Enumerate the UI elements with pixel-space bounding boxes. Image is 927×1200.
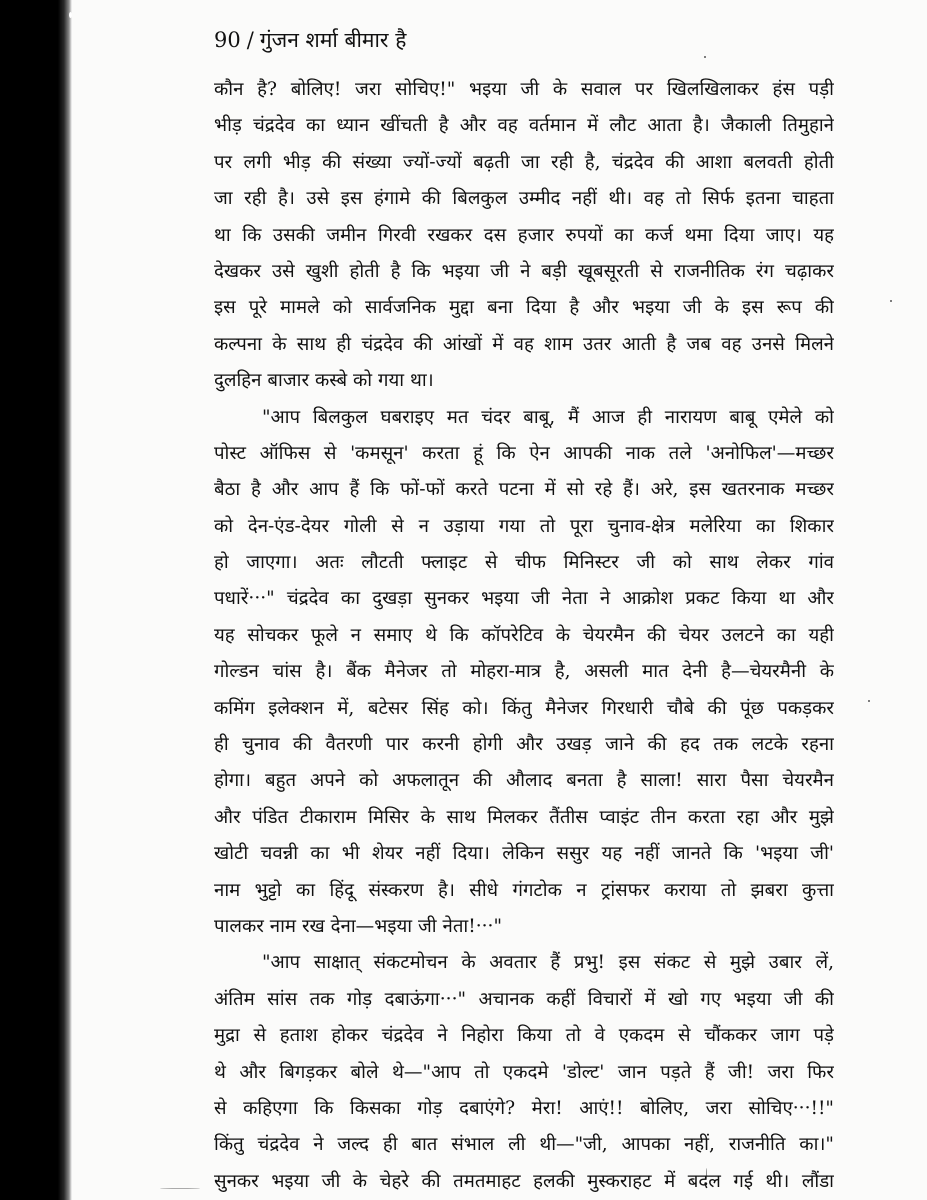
text-line: नाम भुट्टो का हिंदू संस्करण है। सीधे गंगटोक न ट्रांसफर कराया तो झबरा कुत्ता [214,879,834,901]
text-line: अंतिम सांस तक गोड़ दबाऊंगा···" अचानक कहीं विचारों में खो गए भइया जी की [214,988,834,1010]
text-line: थे और बिगड़कर बोले थे—"आप तो एकदमे 'डोल्ट' जान पड़ते हैं जी! जरा फिर [214,1061,834,1083]
book-title: गुंजन शर्मा बीमार है [259,28,407,52]
scan-speck [868,700,870,702]
text-line: पर लगी भीड़ की संख्या ज्यों-ज्यों बढ़ती जा रही है, चंद्रदेव की आशा बलवती होती [214,151,834,173]
text-line: को देन-एंड-देयर गोली से न उड़ाया गया तो पूरा चुनाव-क्षेत्र मलेरिया का शिकार [214,515,834,537]
text-line: मुद्रा से हताश होकर चंद्रदेव ने निहोरा किया तो वे एकदम से चौंककर जाग पड़े [214,1025,834,1047]
scan-speck [704,56,706,58]
text-line: पालकर नाम रख देना—भइया जी नेता!···" [214,915,502,937]
binding-shadow [0,0,72,1200]
text-line: "आप बिलकुल घबराइए मत चंदर बाबू, मैं आज ही नारायण बाबू एमेले को [262,406,834,428]
text-line: सुनकर भइया जी के चेहरे की तमतमाहट हलकी मुस्कराहट में बदल गई थी। लौंडा [214,1170,834,1192]
text-line: कमिंग इलेक्शन में, बटेसर सिंह को। किंतु मैनेजर गिरधारी चौबे की पूंछ पकड़कर [214,697,834,719]
text-line: इस पूरे मामले को सार्वजनिक मुद्दा बना दिया है और भइया जी के इस रूप की [214,297,834,319]
text-line: दुलहिन बाजार कस्बे को गया था। [214,370,434,392]
text-line: भीड़ चंद्रदेव का ध्यान खींचती है और वह वर्तमान में लौट आता है। जैकाली तिमुहाने [214,115,834,137]
page-number: 90 [214,28,241,52]
text-line: "आप साक्षात् संकटमोचन के अवतार हैं प्रभु! इस संकट से मुझे उबार लें, [262,952,834,974]
text-line: कौन है? बोलिए! जरा सोचिए!" भइया जी के सवाल पर खिलखिलाकर हंस पड़ी [214,79,834,100]
scan-speck [160,1188,200,1189]
text-line: बैठा है और आप हैं कि फों-फों करते पटना में सो रहे हैं। अरे, इस खतरनाक मच्छर [214,479,834,501]
text-line: पधारें···" चंद्रदेव का दुखड़ा सुनकर भइया जी नेता ने आक्रोश प्रकट किया था और [214,588,834,610]
text-line: से कहिएगा कि किसका गोड़ दबाएंगे? मेरा! आएं!! बोलिए, जरा सोचिए···!!" [214,1097,834,1119]
text-line: और पंडित टीकाराम मिसिर के साथ मिलकर तैंतीस प्वाइंट तीन करता रहा और मुझे [214,806,834,828]
text-line: होगा। बहुत अपने को अफलातून की औलाद बनता है साला! सारा पैसा चेयरमैन [214,770,834,792]
text-line: खोटी चवन्नी का भी शेयर नहीं दिया। लेकिन ससुर यह नहीं जानते कि 'भइया जी' [214,843,834,865]
text-line: ही चुनाव की वैतरणी पार करनी होगी और उखड़ जाने की हद तक लटके रहना [214,734,834,756]
text-line: देखकर उसे खुशी होती है कि भइया जी ने बड़ी खूबसूरती से राजनीतिक रंग चढ़ाकर [214,260,834,282]
body-text [214,72,834,1200]
scan-speck [69,12,72,18]
header-separator: / [246,28,254,52]
text-line: कल्पना के साथ ही चंद्रदेव की आंखों में वह शाम उतर आती है जब वह उनसे मिलने [214,333,834,355]
text-line: यह सोचकर फूले न समाए थे कि कॉपरेटिव के चेयरमैन की चेयर उलटने का यही [214,624,834,646]
text-line: हो जाएगा। अतः लौटती फ्लाइट से चीफ मिनिस्टर जी को साथ लेकर गांव [214,552,834,574]
text-line: जा रही है। उसे इस हंगामे की बिलकुल उम्मीद नहीं थी। वह तो सिर्फ इतना चाहता [214,188,834,210]
text-line: था कि उसकी जमीन गिरवी रखकर दस हजार रुपयों का कर्ज थमा दिया जाए। यह [214,224,834,246]
text-line: किंतु चंद्रदेव ने जल्द ही बात संभाल ली थी—"जी, आपका नहीं, राजनीति का।" [214,1134,834,1156]
running-head [214,26,406,54]
text-line: पोस्ट ऑफिस से 'कमसून' करता हूं कि ऐन आपकी नाक तले 'अनोफिल'—मच्छर [214,442,834,464]
text-line: गोल्डन चांस है। बैंक मैनेजर तो मोहरा-मात्र है, असली मात देनी है—चेयरमैनी के [214,661,834,683]
scan-speck [890,300,892,302]
